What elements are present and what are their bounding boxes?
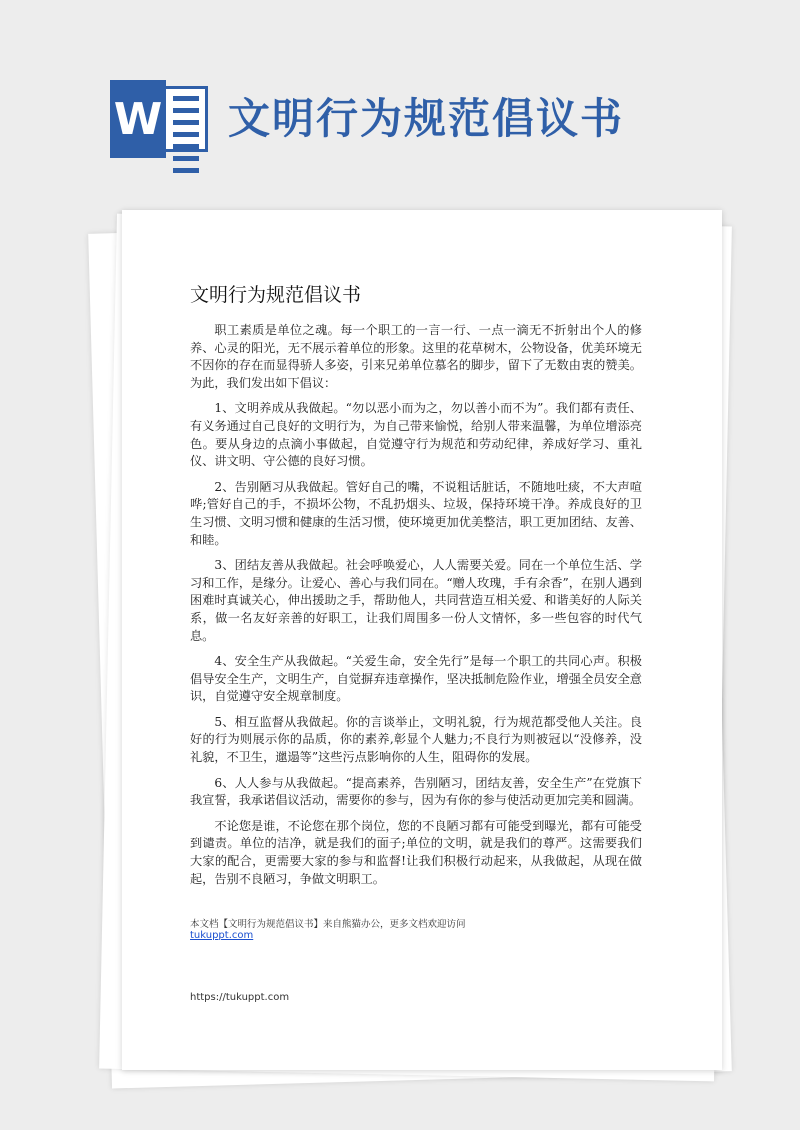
- page-title: 文明行为规范倡议书: [228, 94, 625, 143]
- paragraph-4: 4、安全生产从我做起。“关爱生命，安全先行”是每一个职工的共同心声。积极倡导安全生产，文明生产，自觉摒弃违章操作，坚决抵制危险作业，增强全员安全意识，自觉遵守安全规章制度。: [190, 654, 642, 704]
- paragraph-2: 2、告别陋习从我做起。管好自己的嘴，不说粗话脏话，不随地吐痰，不大声喧哗;管好自己的手，不损坏公物，不乱扔烟头、垃圾，保持环境干净。养成良好的卫生习惯、文明习惯和健康的生活习惯，使环境更加优美整洁，职工更加团结、友善、和睦。: [190, 479, 642, 547]
- document-page: [122, 210, 722, 1070]
- document-title: 文明行为规范倡议书: [190, 284, 362, 306]
- paragraph-1: 1、文明养成从我做起。“勿以恶小而为之，勿以善小而不为”。我们都有责任、有义务通过自己良好的文明行为，为自己带来愉悦，给别人带来温馨，为单位增添亮色。要从身边的点滴小事做起，自觉遵守行为规范和劳动纪律，养成好学习、重礼仪、讲文明、守公德的良好习惯。: [190, 401, 642, 469]
- document-body: [190, 322, 642, 896]
- paragraph-5: 5、相互监督从我做起。你的言谈举止，文明礼貌，行为规范都受他人关注。良好的行为则展示你的品质，你的素养,彰显个人魅力;不良行为则被冠以“没修养，没礼貌，不卫生，邋遢等”这些污点影响你的人生，阻碍你的发展。: [190, 714, 642, 765]
- word-document-icon: [110, 80, 210, 158]
- paragraph-intro: 职工素质是单位之魂。每一个职工的一言一行、一点一滴无不折射出个人的修养、心灵的阳光，无不展示着单位的形象。这里的花草树木，公物设备，优美环境无不因你的存在而显得骄人多姿，引来兄弟单位慕名的脚步，留下了无数由衷的赞美。为此，我们发出如下倡议：: [190, 323, 642, 390]
- word-logo-letter: W: [110, 80, 166, 158]
- footer-link[interactable]: tukuppt.com: [190, 930, 254, 941]
- paragraph-6: 6、人人参与从我做起。“提高素养，告别陋习，团结友善，安全生产”在党旗下我宣誓，我承诺倡议活动，需要你的参与，因为有你的参与使活动更加完美和圆满。: [190, 775, 642, 808]
- footer-note: 本文档【文明行为规范倡议书】来自熊猫办公，更多文档欢迎访问: [190, 919, 466, 930]
- header: [0, 0, 800, 190]
- paragraph-3: 3、团结友善从我做起。社会呼唤爱心，人人需要关爱。同在一个单位生活、学习和工作，是缘分。让爱心、善心与我们同在。“赠人玫瑰，手有余香”，在别人遇到困难时真诚关心，伸出援助之手，帮助他人，共同营造互相关爱、和谐美好的人际关系，做一名友好亲善的好职工，让我们周围多一份人文情怀，多一些包容的时代气息。: [190, 558, 642, 643]
- paragraph-closing: 不论您是谁，不论您在那个岗位，您的不良陋习都有可能受到曝光，都有可能受到谴责。单位的洁净，就是我们的面子;单位的文明，就是我们的尊严。这需要我们大家的配合，更需要大家的参与和监督!让我们积极行动起来，从我做起，从现在做起，告别不良陋习，争做文明职工。: [190, 818, 642, 886]
- footer-url: https://tukuppt.com: [190, 992, 290, 1003]
